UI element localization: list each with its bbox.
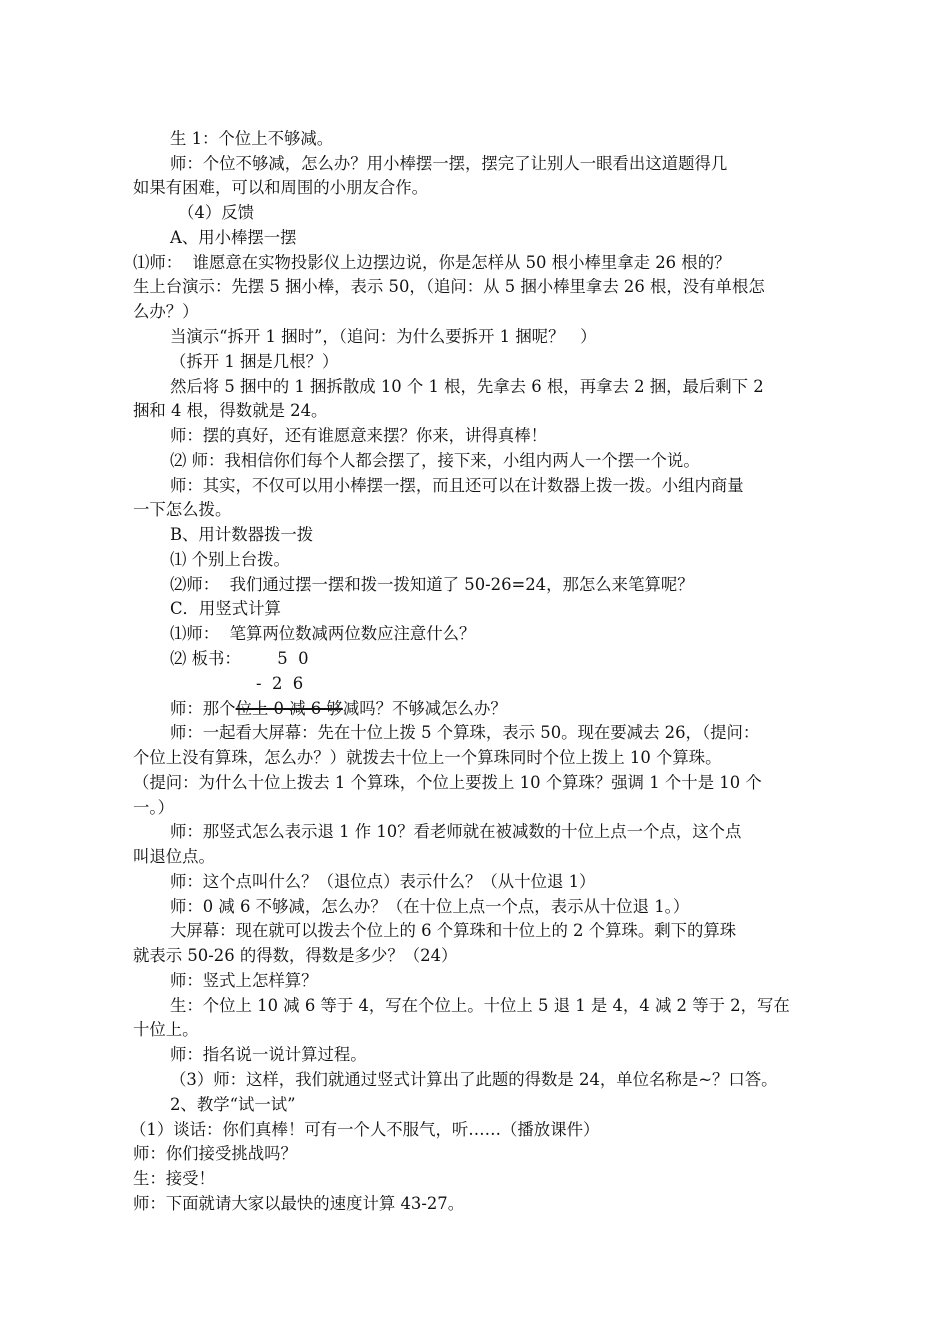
text-line: （1）谈话：你们真棒！可有一个人不服气，听……（播放课件） [130,1120,600,1139]
text-line: 当演示“拆开 1 捆时”，（追问：为什么要拆开 1 捆呢？ ） [170,327,597,346]
subsection-heading: B、用计数器拨一拨 [170,525,314,544]
text-line: 个位上没有算珠，怎么办？）就拨去十位上一个算珠同时个位上拨上 10 个算珠。 [133,748,722,767]
text-segment: 师：那个 [170,699,236,718]
text-line: ⑴ 个别上台拨。 [170,550,290,569]
section-heading: （4）反馈 [178,203,254,222]
struck-text: 位上 0 减 6 够 [235,699,343,718]
text-line: ⑴师： 谁愿意在实物投影仪上边摆边说，你是怎样从 50 根小棒里拿走 26 根的？ [133,253,731,272]
text-line: ⑵ 师：我相信你们每个人都会摆了，接下来，小组内两人一个摆一个说。 [170,451,700,470]
text-line: 师：竖式上怎样算？ [170,971,318,990]
board-writing-line: ⑵ 板书： 5 0 [170,649,309,668]
text-line: 叫退位点。 [133,847,215,866]
text-line: 师：摆的真好，还有谁愿意来摆？你来，讲得真棒！ [170,426,547,445]
text-line: 师：0 减 6 不够减，怎么办？（在十位上点一个点，表示从十位退 1。） [170,897,690,916]
text-line: 生上台演示：先摆 5 捆小棒，表示 50，（追问：从 5 捆小棒里拿去 26 根，没有单根怎 [133,277,765,296]
text-line: 一。） [133,798,174,817]
text-line: （3）师：这样，我们就通过竖式计算出了此题的得数是 24，单位名称是~？口答。 [170,1070,778,1089]
text-line: （提问：为什么十位上拨去 1 个算珠，个位上要拨上 10 个算珠？强调 1 个十是 10 个 [133,773,762,792]
text-line: 师：一起看大屏幕：先在十位上拨 5 个算珠，表示 50。现在要减去 26，（提问： [170,723,760,742]
text-line: 师：你们接受挑战吗？ [133,1144,297,1163]
text-line: 师：那竖式怎么表示退 1 作 10？看老师就在被减数的十位上点一个点，这个点 [170,822,742,841]
text-line: 就表示 50-26 的得数，得数是多少？（24） [133,946,458,965]
text-line: ⑵师： 我们通过摆一摆和拨一拨知道了 50-26=24，那怎么来笔算呢？ [170,575,694,594]
text-line: 大屏幕：现在就可以拨去个位上的 6 个算珠和十位上的 2 个算珠。剩下的算珠 [170,921,737,940]
text-line: 十位上。 [133,1020,199,1039]
text-line: 如果有困难，可以和周围的小朋友合作。 [133,178,429,197]
text-line: 么办？） [133,302,199,321]
text-line: 师：个位不够减，怎么办？用小棒摆一摆，摆完了让别人一眼看出这道题得几 [170,154,728,173]
subsection-heading: A、用小棒摆一摆 [170,228,297,247]
text-line: 师：指名说一说计算过程。 [170,1045,367,1064]
board-writing-subtrahend: - 2 6 [256,674,304,693]
text-line: 然后将 5 捆中的 1 捆拆散成 10 个 1 根，先拿去 6 根，再拿去 2 捆，最后剩下 2 [170,377,764,396]
subsection-heading: C．用竖式计算 [170,599,281,618]
text-line: （拆开 1 捆是几根？） [170,352,339,371]
section-heading: 2、教学“试一试” [170,1095,296,1114]
text-line: 生：个位上 10 减 6 等于 4，写在个位上。十位上 5 退 1 是 4，4 减 2 等于 2，写在 [170,996,790,1015]
text-line: ⑴师： 笔算两位数减两位数应注意什么？ [170,624,476,643]
text-line: 一下怎么拨。 [133,500,232,519]
text-line: 师：这个点叫什么？（退位点）表示什么？（从十位退 1） [170,872,596,891]
text-line [170,697,507,722]
text-line: 师：其实，不仅可以用小棒摆一摆，而且还可以在计数器上拨一拨。小组内商量 [170,476,744,495]
text-segment: 减吗？不够减怎么办？ [342,699,507,718]
text-line: 师：下面就请大家以最快的速度计算 43-27。 [133,1194,465,1213]
text-line: 捆和 4 根，得数就是 24。 [133,401,328,420]
text-line: 生 1：个位上不够减。 [170,129,334,148]
text-line: 生：接受！ [133,1169,215,1188]
